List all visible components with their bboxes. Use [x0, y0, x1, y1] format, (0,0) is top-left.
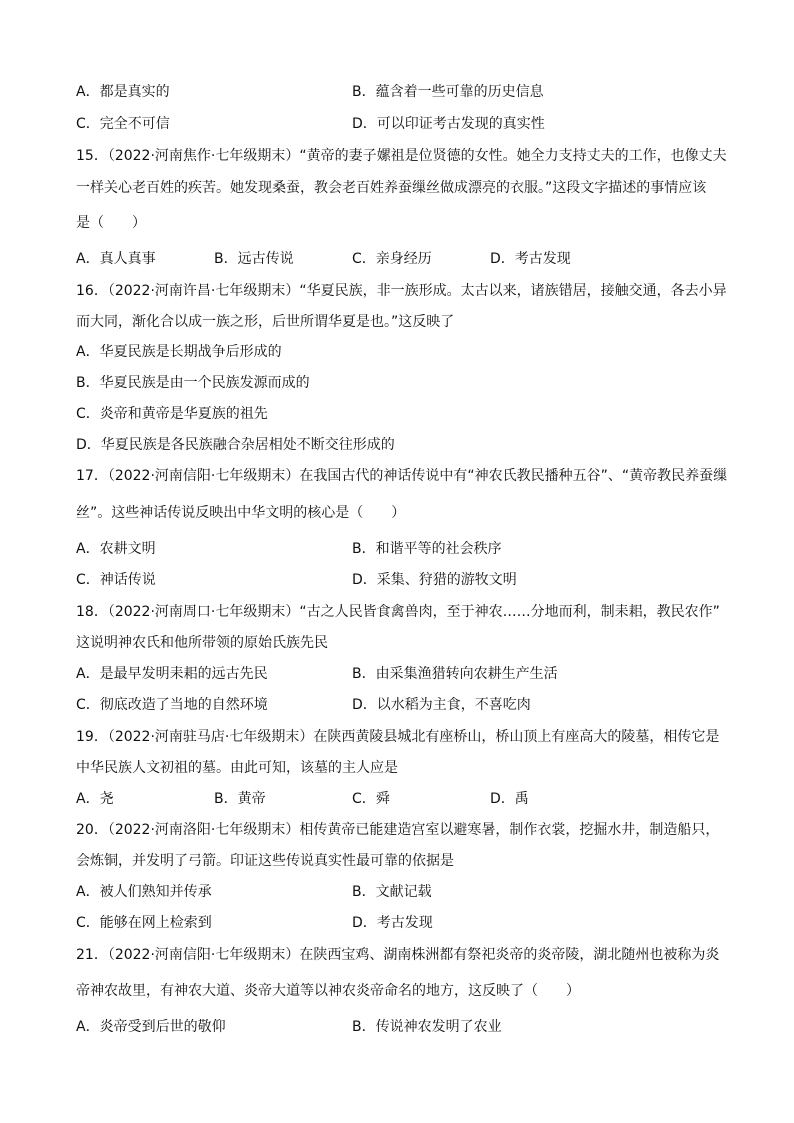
question-17-stem-line-1: 17．（2022·河南信阳·七年级期末）在我国古代的神话传说中有“神农氏教民播种五谷”、“黄帝教民养蚕缫: [76, 468, 728, 484]
question-15-option-a: A．真人真事: [76, 251, 156, 267]
question-17-option-a: A．农耕文明: [76, 541, 156, 557]
question-19-stem-line-1: 19．（2022·河南驻马店·七年级期末）在陕西黄陵县城北有座桥山，桥山顶上有座高大的陵墓，相传它是: [76, 729, 720, 745]
question-16-stem-line-2: 而大同，渐化合以成一族之形，后世所谓华夏是也。”这反映了: [76, 314, 455, 330]
question-20-stem-line-1: 20．（2022·河南洛阳·七年级期末）相传黄帝已能建造宫室以避寒暑，制作衣裳，挖掘水井，制造船只，: [76, 822, 720, 838]
option-a: A．都是真实的: [76, 84, 170, 100]
question-18-stem-line-1: 18．（2022·河南周口·七年级期末）“古之人民皆食禽兽肉，至于神农……分地而利，制耒耜，教民农作”: [76, 604, 720, 620]
question-15-stem-line-3: 是（ ）: [76, 215, 146, 231]
question-20-option-a: A．被人们熟知并传承: [76, 884, 212, 900]
option-c: C．完全不可信: [76, 116, 170, 132]
question-16-option-d: D．华夏民族是各民族融合杂居相处不断交往形成的: [76, 437, 395, 453]
question-21-stem-line-1: 21．（2022·河南信阳·七年级期末）在陕西宝鸡、湖南株洲都有祭祀炎帝的炎帝陵，湖北随州也被称为炎: [76, 947, 720, 963]
question-15-stem-line-1: 15．（2022·河南焦作·七年级期末）“黄帝的妻子嫘祖是位贤德的女性。她全力支持丈夫的工作，也像丈夫: [76, 148, 727, 164]
question-18-option-c: C．彻底改造了当地的自然环境: [76, 697, 268, 713]
question-19-option-d: D．禹: [490, 791, 529, 807]
question-17-stem-line-2: 丝”。这些神话传说反映出中华文明的核心是（ ）: [76, 505, 406, 521]
question-17-option-b: B．和谐平等的社会秩序: [352, 541, 502, 557]
question-20-option-d: D．考古发现: [352, 915, 433, 931]
question-18-stem-line-2: 这说明神农氏和他所带领的原始氏族先民: [76, 635, 328, 651]
option-d: D．可以印证考古发现的真实性: [352, 116, 545, 132]
question-21-stem-line-2: 帝神农故里，有神农大道、炎帝大道等以神农炎帝命名的地方，这反映了（ ）: [76, 983, 580, 999]
question-19-option-a: A．尧: [76, 791, 114, 807]
question-20-option-c: C．能够在网上检索到: [76, 915, 212, 931]
question-15-option-b: B．远古传说: [214, 251, 294, 267]
question-17-option-c: C．神话传说: [76, 572, 156, 588]
question-15-option-d: D．考古发现: [490, 251, 571, 267]
question-16-option-a: A．华夏民族是长期战争后形成的: [76, 344, 282, 360]
question-16-stem-line-1: 16．（2022·河南许昌·七年级期末）“华夏民族，非一族形成。太古以来，诸族错居，接触交通，各去小异: [76, 283, 727, 299]
question-18-option-d: D．以水稻为主食，不喜吃肉: [352, 697, 531, 713]
question-21-option-b: B．传说神农发明了农业: [352, 1019, 502, 1035]
question-16-option-b: B．华夏民族是由一个民族发源而成的: [76, 375, 310, 391]
question-19-stem-line-2: 中华民族人文初祖的墓。由此可知，该墓的主人应是: [76, 760, 398, 776]
question-20-stem-line-2: 会炼铜，并发明了弓箭。印证这些传说真实性最可靠的依据是: [76, 853, 454, 869]
question-18-option-a: A．是最早发明耒耜的远古先民: [76, 666, 268, 682]
question-21-option-a: A．炎帝受到后世的敬仰: [76, 1019, 226, 1035]
question-20-option-b: B．文献记载: [352, 884, 432, 900]
question-15-option-c: C．亲身经历: [352, 251, 432, 267]
question-15-stem-line-2: 一样关心老百姓的疾苦。她发现桑蚕，教会老百姓养蚕缫丝做成漂亮的衣服。”这段文字描述的事情应该: [76, 180, 707, 196]
question-18-option-b: B．由采集渔猎转向农耕生产生活: [352, 666, 558, 682]
option-b: B．蕴含着一些可靠的历史信息: [352, 84, 544, 100]
question-19-option-b: B．黄帝: [214, 791, 266, 807]
question-17-option-d: D．采集、狩猎的游牧文明: [352, 572, 517, 588]
question-19-option-c: C．舜: [352, 791, 390, 807]
question-16-option-c: C．炎帝和黄帝是华夏族的祖先: [76, 406, 268, 422]
